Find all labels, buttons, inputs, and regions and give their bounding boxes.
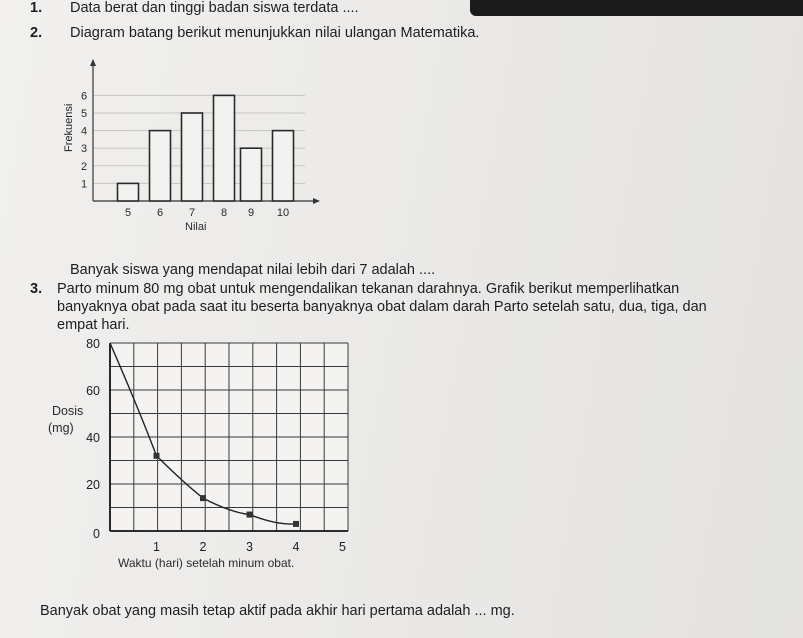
bar-x-tick: 6: [156, 207, 164, 219]
dose-point: [293, 521, 299, 527]
q3-line-1: Parto minum 80 mg obat untuk mengendalikan tekanan darahnya. Grafik berikut memperlihatkan: [57, 281, 680, 297]
dose-x-tick: 4: [292, 540, 300, 554]
q3-line-2: banyaknya obat pada saat itu beserta banyaknya obat dalam darah Parto setelah satu, dua, tiga, dan: [57, 299, 707, 315]
dose-x-tick: 3: [246, 540, 253, 554]
dose-chart-ylabel-1: Dosis: [52, 404, 84, 418]
dose-chart-ylabel-2: (mg): [48, 421, 74, 435]
q3-line-3: empat hari.: [57, 317, 130, 333]
bar-x-tick: 7: [188, 207, 196, 219]
q2-question: Banyak siswa yang mendapat nilai lebih dari 7 adalah ....: [70, 262, 436, 278]
dose-x-tick: 1: [153, 540, 160, 554]
dose-y-tick: 20: [86, 478, 100, 492]
bar-x-tick: 5: [124, 207, 132, 219]
bar-chart-ylabel: Frekuensi: [63, 103, 75, 152]
dose-y-tick: 0: [93, 527, 100, 541]
dose-chart-xlabel: Waktu (hari) setelah minum obat.: [118, 556, 295, 570]
q1-number: 1.: [30, 0, 43, 16]
dose-point: [247, 512, 253, 518]
bar-y-tick: 2: [80, 160, 88, 173]
dose-y-tick: 60: [86, 384, 100, 398]
q1-text: Data berat dan tinggi badan siswa terdata ....: [70, 0, 359, 16]
dose-y-tick: 40: [86, 431, 100, 445]
q2-number: 2.: [30, 25, 43, 41]
dose-y-tick: 80: [86, 337, 100, 351]
q3-number: 3.: [30, 281, 43, 297]
dose-point: [200, 495, 206, 501]
dose-x-tick: 2: [199, 540, 207, 554]
bar-x-tick: 8: [220, 207, 228, 219]
dose-point: [154, 453, 160, 459]
q3-question: Banyak obat yang masih tetap aktif pada akhir hari pertama adalah ... mg.: [40, 603, 515, 619]
bar-x-tick: 9: [247, 207, 255, 219]
bar-chart-xlabel: Nilai: [185, 221, 207, 233]
bar-y-tick: 1: [80, 178, 88, 191]
dose-x-tick: 5: [339, 540, 346, 554]
bar-y-tick: 3: [80, 143, 88, 156]
bar-y-tick: 6: [80, 90, 88, 103]
bar-y-tick: 5: [80, 108, 88, 120]
bar-x-tick: 10: [276, 207, 290, 219]
bar-y-tick: 4: [80, 125, 88, 138]
q2-text: Diagram batang berikut menunjukkan nilai ulangan Matematika.: [70, 25, 480, 41]
